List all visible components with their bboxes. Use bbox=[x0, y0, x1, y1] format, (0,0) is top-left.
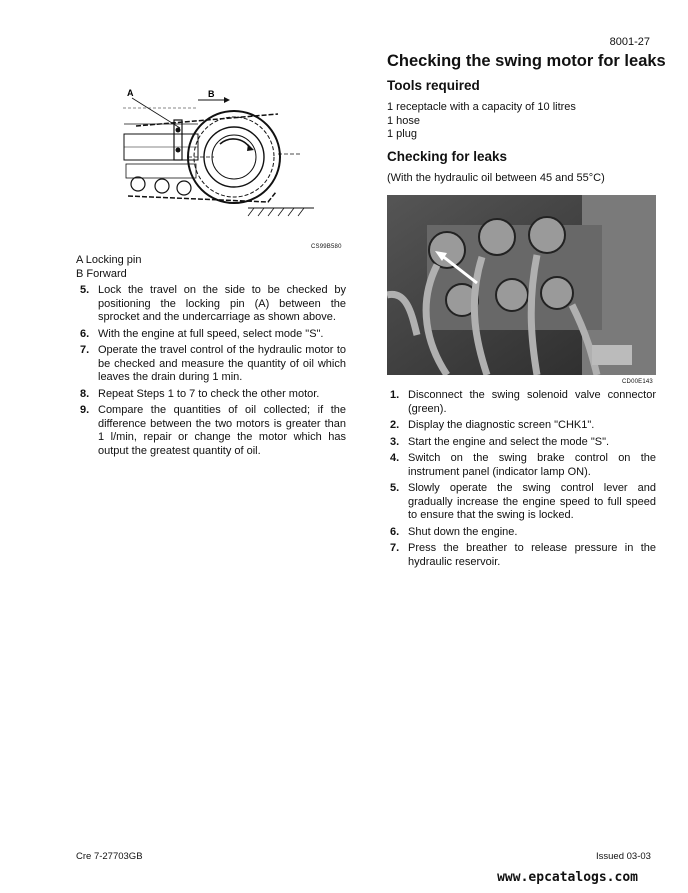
tools-list bbox=[387, 101, 576, 142]
watermark: www.epcatalogs.com bbox=[497, 870, 638, 885]
condition-note: (With the hydraulic oil between 45 and 55°C) bbox=[387, 172, 605, 184]
list-item: 4. Switch on the swing brake control on the instrument panel (indicator lamp ON). bbox=[390, 452, 656, 478]
figure-code: CS99B580 bbox=[311, 244, 342, 250]
page-title: Checking the swing motor for leaks bbox=[387, 52, 666, 70]
list-item: 6. With the engine at full speed, select mode "S". bbox=[80, 327, 324, 340]
tools-heading: Tools required bbox=[387, 78, 480, 93]
list-item: 7. Press the breather to release pressure in the hydraulic reservoir. bbox=[390, 542, 656, 568]
list-item: 3. Start the engine and select the mode "S". bbox=[390, 435, 610, 448]
checking-heading: Checking for leaks bbox=[387, 149, 508, 164]
list-item: 1 hose bbox=[387, 114, 421, 127]
figure-label-b: B bbox=[208, 89, 215, 99]
legend-item-a: A Locking pin bbox=[76, 254, 142, 266]
figure-legend bbox=[76, 254, 141, 281]
left-steps-list bbox=[80, 284, 346, 461]
list-item: 1 plug bbox=[387, 128, 417, 140]
list-item: 2. Display the diagnostic screen "CHK1". bbox=[390, 419, 595, 431]
legend-item-b: B Forward bbox=[76, 267, 127, 280]
list-item: 6. Shut down the engine. bbox=[390, 525, 518, 538]
undercarriage-drawing bbox=[118, 84, 314, 220]
list-item: 5. Slowly operate the swing control lever and gradually increase the engine speed to full speed to ensure that the swing is locked. bbox=[390, 482, 656, 521]
page-number: 8001-27 bbox=[609, 36, 650, 48]
list-item: 1. Disconnect the swing solenoid valve connector (green). bbox=[390, 389, 656, 415]
valve-photo bbox=[387, 195, 656, 375]
list-item: 1 receptacle with a capacity of 10 litres bbox=[387, 101, 576, 113]
footer-issue-date: Issued 03-03 bbox=[596, 851, 651, 862]
list-item: 7. Operate the travel control of the hydraulic motor to be checked and measure the quantity of oil which leaves the drain during 1 min. bbox=[80, 344, 346, 383]
list-item: 9. Compare the quantities of oil collected; if the difference between the two motors is greater than 1 l/min, repair or change the motor which has output the greatest quantity of oil. bbox=[80, 404, 346, 457]
photo-code: CD00E143 bbox=[622, 379, 653, 385]
list-item: 5. Lock the travel on the side to be checked by positioning the locking pin (A) between the sprocket and the undercarriage as shown above. bbox=[80, 284, 346, 323]
figure-label-a: A bbox=[127, 88, 134, 98]
list-item: 8. Repeat Steps 1 to 7 to check the other motor. bbox=[80, 387, 320, 400]
footer-doc-code: Cre 7-27703GB bbox=[76, 851, 143, 862]
right-steps-list bbox=[390, 389, 656, 572]
